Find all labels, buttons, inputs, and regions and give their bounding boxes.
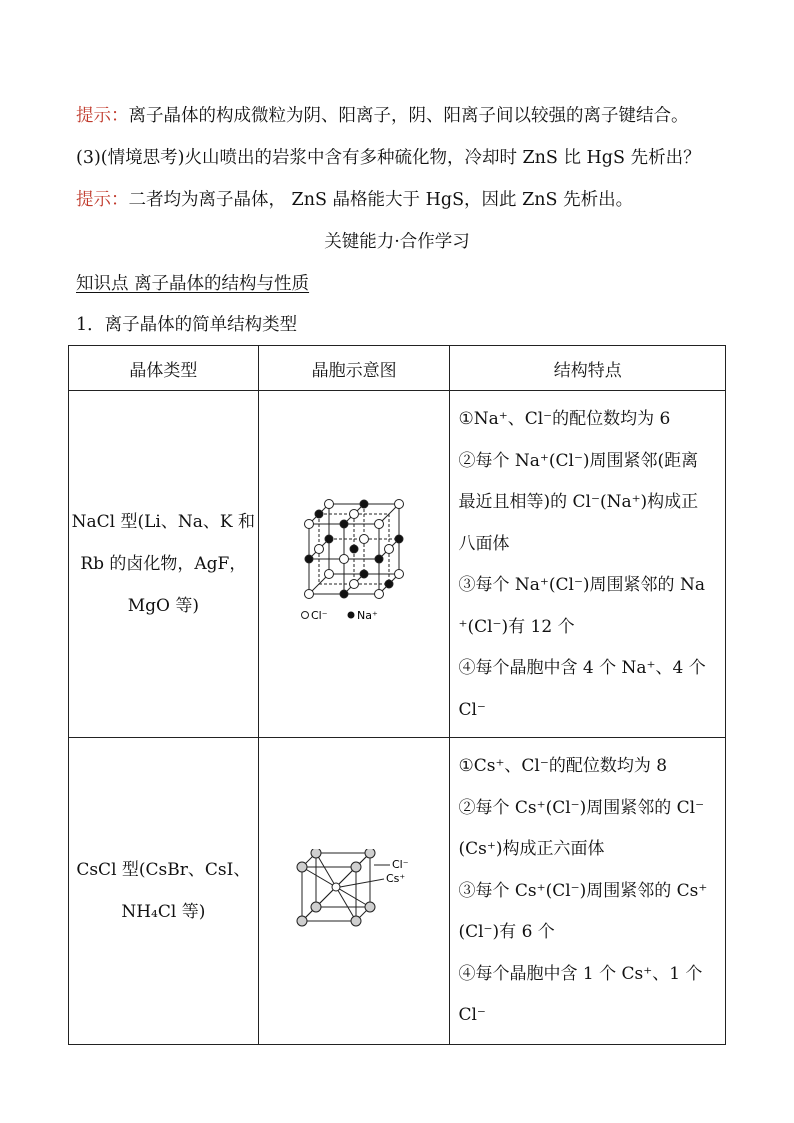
- section-title: 关键能力·合作学习: [324, 232, 470, 252]
- header-unit-cell-diagram: 晶胞示意图: [258, 346, 450, 391]
- knowledge-point-heading: 知识点 离子晶体的结构与性质: [76, 274, 310, 294]
- feature-line: Cl⁻: [458, 1005, 486, 1025]
- legend-cl-label: Cl⁻: [311, 608, 328, 622]
- feature-line: (Cs⁺)构成正六面体: [458, 839, 605, 859]
- crystal-type-cell: [69, 738, 259, 1045]
- crystal-type-line: Rb 的卤化物，AgF，: [80, 554, 247, 574]
- feature-line: ③每个 Cs⁺(Cl⁻)周围紧邻的 Cs⁺: [458, 880, 708, 901]
- feature-line: 八面体: [458, 533, 510, 554]
- table-header-row: [69, 346, 726, 391]
- structure-features-cell: [450, 738, 726, 1045]
- hint-text: 二者均为离子晶体， ZnS 晶格能大于 HgS，因此 ZnS 先析出。: [128, 190, 634, 210]
- cscl-unit-cell-cell: [258, 738, 450, 1045]
- feature-line: Cl⁻: [458, 699, 486, 720]
- nacl-unit-cell-cell: [258, 391, 450, 738]
- header-structure-features: 结构特点: [450, 346, 726, 391]
- legend-na-label: Na⁺: [357, 608, 378, 622]
- table-row-nacl: [69, 391, 726, 738]
- structure-features-cell: [450, 391, 726, 738]
- feature-line: (Cl⁻)有 6 个: [458, 922, 555, 942]
- cs-label: Cs⁺: [386, 871, 406, 885]
- feature-line: 最近且相等)的 Cl⁻(Na⁺)构成正: [458, 492, 699, 512]
- hint-paragraph-1: [76, 104, 689, 128]
- cscl-unit-cell-diagram: [294, 849, 414, 929]
- header-crystal-type: 晶体类型: [69, 346, 259, 391]
- hint-text: 离子晶体的构成微粒为阴、阳离子，阴、阳离子间以较强的离子键结合。: [128, 106, 689, 126]
- hint-label: 提示：: [76, 106, 129, 126]
- feature-line: ①Cs⁺、Cl⁻的配位数均为 8: [458, 756, 668, 776]
- crystal-structure-table: [68, 345, 726, 1045]
- feature-line: ⁺(Cl⁻)有 12 个: [458, 616, 575, 637]
- hint-label: 提示：: [76, 190, 129, 210]
- feature-line: ④每个晶胞中含 4 个 Na⁺、4 个: [458, 658, 706, 678]
- crystal-type-line: NH₄Cl 等): [121, 902, 206, 922]
- feature-line: ②每个 Na⁺(Cl⁻)周围紧邻(距离: [458, 450, 699, 471]
- crystal-type-line: NaCl 型(Li、Na、K 和: [71, 512, 255, 532]
- crystal-type-line: MgO 等): [127, 596, 199, 616]
- crystal-type-cell: [69, 391, 259, 738]
- feature-line: ③每个 Na⁺(Cl⁻)周围紧邻的 Na: [458, 575, 705, 595]
- table-row-cscl: [69, 738, 726, 1045]
- feature-line: ④每个晶胞中含 1 个 Cs⁺、1 个: [458, 963, 703, 984]
- sub-heading: 1．离子晶体的简单结构类型: [76, 315, 298, 335]
- nacl-unit-cell-diagram: [299, 497, 409, 627]
- feature-line: ②每个 Cs⁺(Cl⁻)周围紧邻的 Cl⁻: [458, 797, 705, 818]
- question-3: (3)(情境思考)火山喷出的岩浆中含有多种硫化物，冷却时 ZnS 比 HgS 先析出？: [76, 148, 701, 168]
- cl-label: Cl⁻: [392, 857, 409, 871]
- crystal-type-line: CsCl 型(CsBr、CsI、: [76, 860, 251, 880]
- hint-paragraph-2: [76, 188, 633, 212]
- feature-line: ①Na⁺、Cl⁻的配位数均为 6: [458, 409, 671, 429]
